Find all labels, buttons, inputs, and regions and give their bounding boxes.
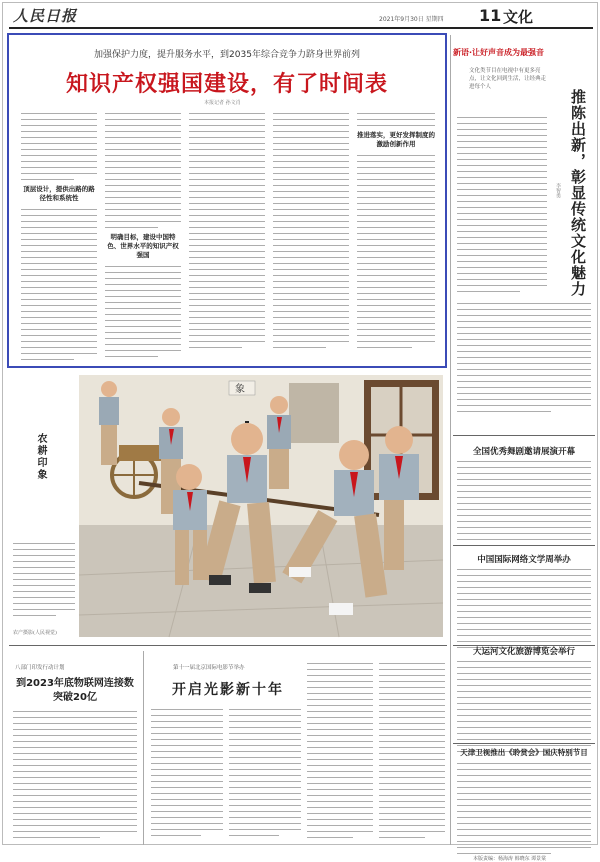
film-festival-column-1	[151, 709, 223, 841]
article-column-3	[189, 113, 265, 353]
column-divider	[143, 651, 144, 845]
commentary-body	[457, 117, 547, 297]
page-editors: 本版责编：杨海涛 韩晓东 谭景棠	[473, 856, 547, 862]
article-column-2	[105, 113, 181, 362]
news-body-literature	[457, 569, 591, 653]
main-article-subhead-1: 顶层设计，提供出路的路径性和系统性	[23, 185, 95, 202]
right-column-header: 新语·让好声音成为最强音	[453, 48, 545, 57]
page-section-name: 文化	[503, 8, 534, 26]
separator	[453, 545, 595, 546]
newspaper-logo: 人民日报	[13, 7, 78, 25]
article-column-4	[273, 113, 349, 353]
news-title-tianjin[interactable]: 天津卫视推出《聆赏会》国庆特别节目	[460, 748, 588, 757]
film-festival-title[interactable]: 开启光影新十年	[172, 682, 284, 698]
film-festival-column-3	[307, 663, 373, 843]
column-divider	[450, 35, 451, 845]
film-festival-column-4	[379, 663, 445, 843]
film-festival-column-2	[229, 709, 301, 841]
children-farming-photo[interactable]	[79, 375, 443, 637]
separator	[9, 645, 447, 646]
main-article-title: 知识产权强国建设，有了时间表	[65, 72, 388, 97]
news-title-dance[interactable]: 全国优秀舞剧邀请展演开幕	[472, 447, 575, 457]
separator	[453, 743, 595, 744]
main-article-box[interactable]	[7, 33, 447, 368]
photo-sign-text: 象	[235, 384, 245, 395]
photo-illustration	[79, 375, 443, 637]
commentary-title: 推陈出新，彰显传统文化魅力	[569, 89, 587, 297]
main-article-subhead-3: 推进落实，更好发挥制度的激励创新作用	[357, 131, 435, 148]
iot-article-title[interactable]: 到2023年底物联网连接数突破20亿	[16, 678, 134, 703]
newspaper-page	[2, 2, 598, 862]
article-column-1	[21, 113, 97, 365]
news-title-canal[interactable]: 大运河文化旅游博览会举行	[472, 647, 575, 657]
photo-section-label: 农耕印象	[35, 433, 46, 481]
right-column	[453, 33, 595, 862]
iot-article-body	[13, 711, 137, 843]
main-article-subhead-2: 明确目标，建设中国特色、世界水平的知识产权强国	[107, 233, 179, 259]
photo-caption	[13, 543, 75, 621]
commentary-body-lower	[457, 303, 591, 417]
separator	[453, 435, 595, 436]
right-column-subheading: 文化类节目在电视中有更多亮点，让文化回到生活，让经典走进每个人	[469, 68, 547, 90]
news-body-tianjin	[457, 763, 591, 859]
main-article-byline: 本报记者 孙文肖	[204, 100, 241, 106]
news-body-dance	[457, 461, 591, 551]
photo-credit: 农产摄影(人民视觉)	[13, 630, 57, 636]
page-number: 11	[479, 6, 502, 25]
article-column-5	[357, 113, 435, 353]
commentary-author: 李智勇	[555, 183, 561, 198]
news-title-literature[interactable]: 中国国际网络文学周举办	[477, 555, 571, 565]
issue-date: 2021年9月30日 星期四	[379, 16, 444, 23]
film-festival-kicker: 第十一届北京国际电影节举办	[173, 665, 245, 671]
main-article-kicker: 加强保护力度，提升服务水平，到2035年综合竞争力跻身世界前列	[94, 50, 360, 60]
iot-article-kicker: 八部门印发行动计划	[15, 665, 65, 671]
masthead	[9, 5, 593, 29]
